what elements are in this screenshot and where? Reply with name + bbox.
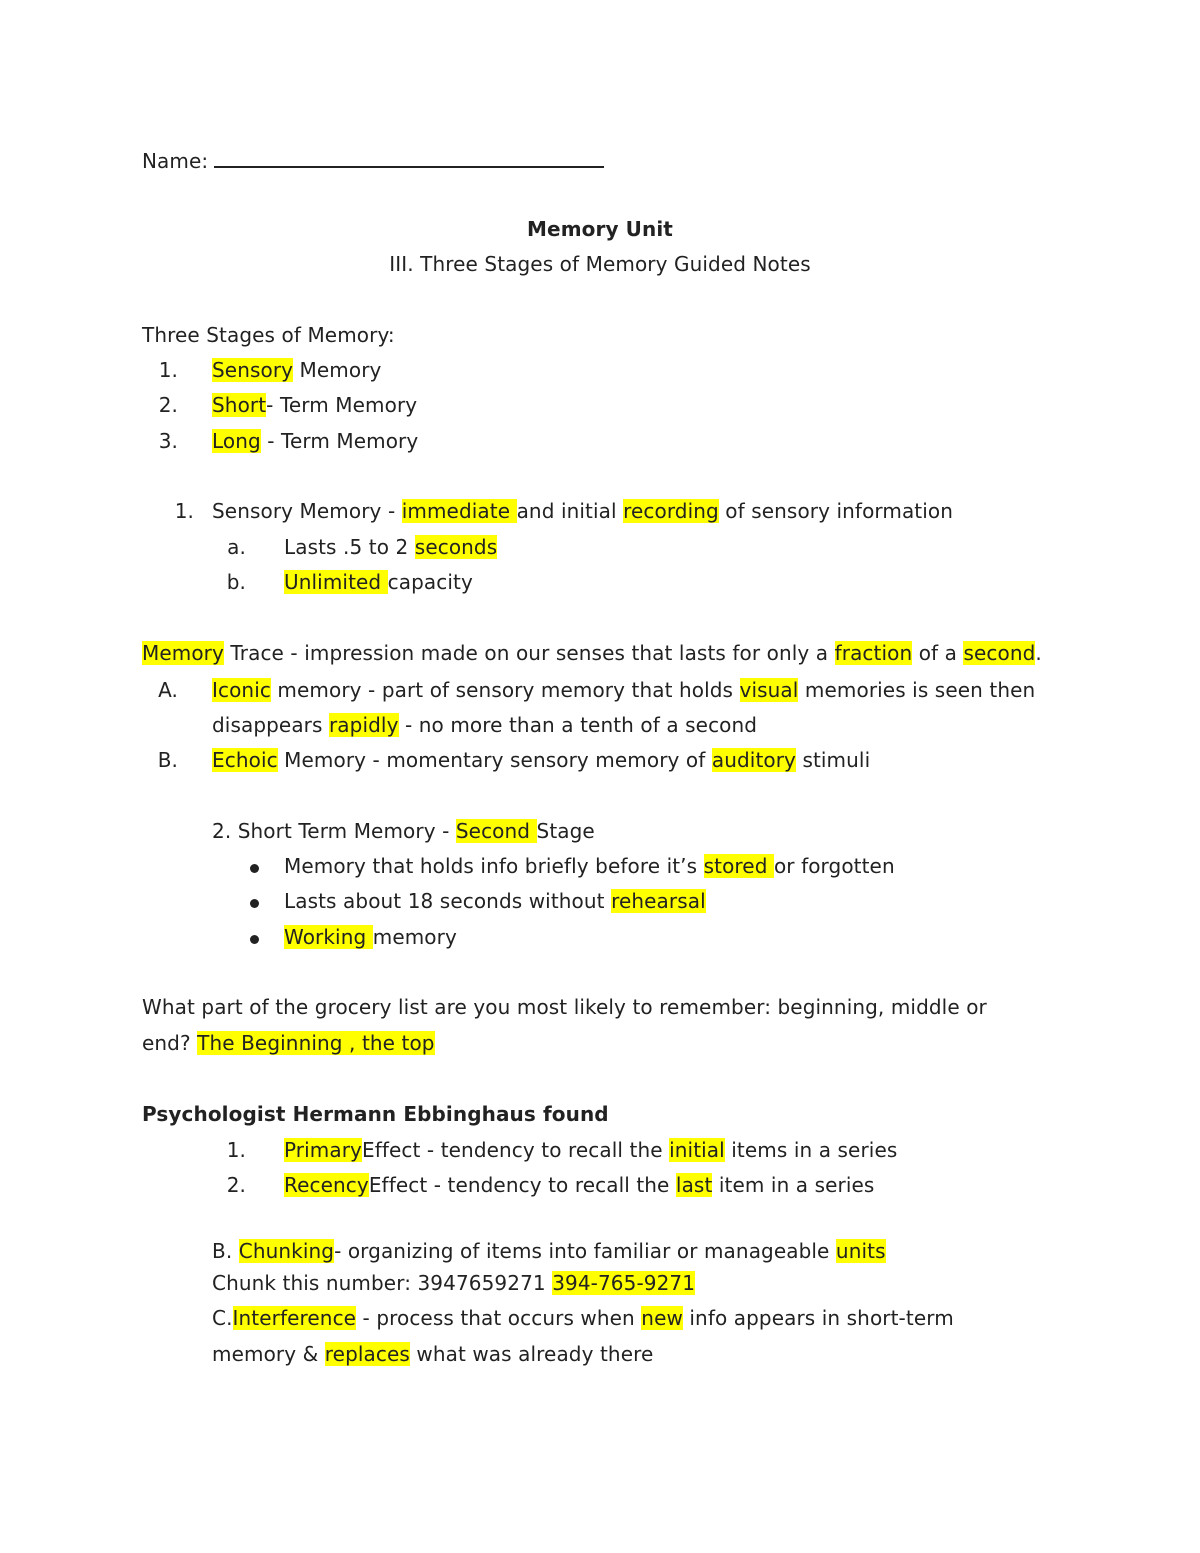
sensory-capacity: Unlimited capacity	[284, 570, 473, 594]
short-term-bullet: Lasts about 18 seconds without rehearsal	[284, 889, 706, 913]
name-row	[142, 146, 604, 174]
sub-letter: A.	[158, 678, 178, 702]
sensory-definition: Sensory Memory - immediate and initial recording of sensory information	[212, 499, 954, 523]
list-number: 3.	[158, 429, 178, 453]
grocery-question: What part of the grocery list are you most likely to remember: beginning, middle or	[142, 995, 987, 1019]
stages-heading: Three Stages of Memory:	[142, 323, 395, 347]
sub-letter: B.	[157, 748, 178, 772]
echoic-memory: Echoic Memory - momentary sensory memory of auditory stimuli	[212, 748, 871, 772]
grocery-answer-line: end? The Beginning , the top	[142, 1031, 435, 1055]
list-item: Sensory Memory	[212, 358, 382, 382]
list-number: 1.	[226, 1138, 246, 1162]
page-title: Memory Unit	[527, 217, 673, 241]
list-number: 2.	[226, 1173, 246, 1197]
memory-trace-definition: Memory Trace - impression made on our senses that lasts for only a fraction of a second.	[142, 641, 1042, 665]
bullet-dot	[250, 899, 259, 908]
sensory-duration: Lasts .5 to 2 seconds	[284, 535, 498, 559]
primacy-effect: PrimaryEffect - tendency to recall the initial items in a series	[284, 1138, 898, 1162]
interference-line2: memory & replaces what was already there	[212, 1342, 654, 1366]
list-number: 2.	[158, 393, 178, 417]
recency-effect: RecencyEffect - tendency to recall the last item in a series	[284, 1173, 875, 1197]
short-term-bullet: Memory that holds info briefly before it’s stored or forgotten	[284, 854, 895, 878]
chunking-definition: B. Chunking- organizing of items into familiar or manageable units	[212, 1239, 886, 1263]
section-number: 1.	[174, 499, 194, 523]
ebbinghaus-heading: Psychologist Hermann Ebbinghaus found	[142, 1102, 609, 1126]
page-subtitle: III. Three Stages of Memory Guided Notes	[389, 252, 811, 276]
iconic-memory-line2: disappears rapidly - no more than a tenth of a second	[212, 713, 758, 737]
list-item: Long - Term Memory	[212, 429, 419, 453]
short-term-bullet: Working memory	[284, 925, 457, 949]
chunk-number: Chunk this number: 3947659271 394-765-9271	[212, 1271, 696, 1295]
list-item: Short- Term Memory	[212, 393, 418, 417]
iconic-memory-line1: Iconic memory - part of sensory memory that holds visual memories is seen then	[212, 678, 1036, 702]
interference-line1: C.Interference - process that occurs when new info appears in short-term	[212, 1306, 954, 1330]
bullet-dot	[250, 864, 259, 873]
name-blank-line	[214, 146, 604, 168]
short-term-heading: 2. Short Term Memory - Second Stage	[212, 819, 595, 843]
bullet-dot	[250, 935, 259, 944]
name-label: Name:	[142, 149, 209, 173]
list-number: 1.	[158, 358, 178, 382]
sub-letter: b.	[226, 570, 246, 594]
sub-letter: a.	[227, 535, 246, 559]
